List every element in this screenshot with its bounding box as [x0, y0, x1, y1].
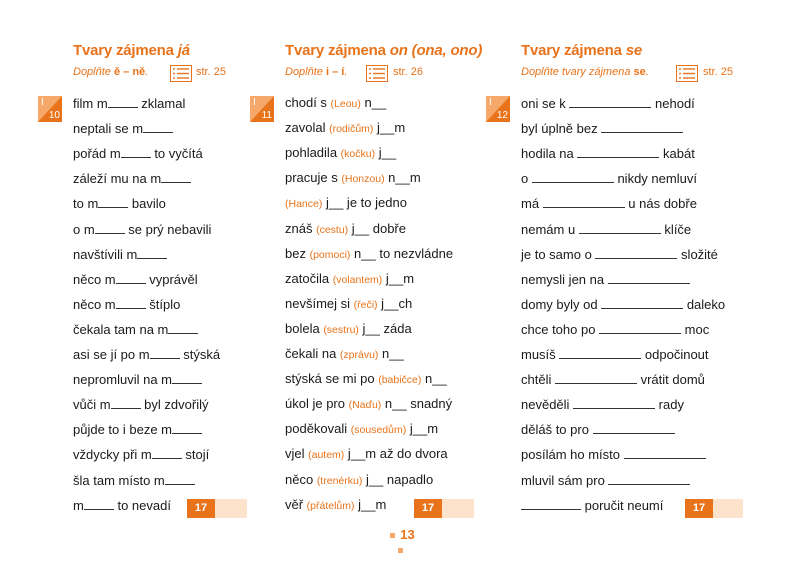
line-text: j__m až do dvora	[344, 446, 448, 462]
exercise-line	[521, 446, 706, 462]
line-text: j__ záda	[358, 320, 412, 336]
line-text: rady	[655, 397, 684, 413]
line-text: nevšímej si	[285, 295, 354, 311]
hint-word: (sestru)	[323, 323, 359, 336]
exercise-line	[521, 421, 675, 437]
hint-word: (trenérku)	[316, 474, 363, 487]
line-text: j__m	[354, 496, 387, 512]
line-text: znáš	[285, 220, 317, 236]
line-text: byl zdvořilý	[140, 397, 209, 413]
exercise-line	[521, 221, 691, 237]
line-text: pořád m	[73, 146, 121, 162]
line-text: klíče	[660, 221, 692, 237]
line-text: byl úplně bez	[521, 121, 602, 137]
line-text: musíš	[521, 347, 560, 362]
line-text: n__ snadný	[381, 396, 453, 412]
line-text: stojí	[181, 447, 210, 463]
exercise-badge: I 12	[486, 96, 510, 122]
line-text: j__ napadlo	[362, 471, 434, 487]
line-text: n__m	[384, 170, 421, 186]
line-text: u nás dobře	[624, 196, 697, 212]
line-text: čekala tam na m	[73, 321, 169, 337]
line-text: bez	[285, 245, 310, 261]
score-number: 17	[187, 499, 215, 518]
line-text: chodí s	[285, 95, 331, 110]
answer-blank[interactable]	[608, 271, 690, 284]
hint-word: (pomoci)	[309, 248, 351, 261]
exercise-line	[521, 371, 705, 387]
line-text: n__	[360, 95, 387, 110]
exercise-line	[521, 497, 663, 513]
answer-blank[interactable]	[593, 421, 675, 434]
answer-blank[interactable]	[532, 170, 614, 183]
line-text: vrátit domů	[636, 372, 705, 388]
exercise-instruction: Doplňte tvary zájmena se.	[521, 66, 649, 78]
line-text: hodila na	[521, 146, 578, 162]
list-icon	[676, 65, 698, 82]
hint-word: (autem)	[308, 449, 345, 462]
line-text: půjde to i beze m	[73, 422, 173, 438]
exercise-title: Tvary zájmena on (ona, ono)	[285, 42, 483, 59]
exercise-line	[521, 170, 697, 186]
line-text: m	[73, 497, 84, 513]
hint-word: (Naďu)	[348, 399, 382, 412]
line-text: pracuje s	[285, 170, 342, 186]
answer-blank[interactable]	[521, 497, 581, 510]
answer-blank[interactable]	[559, 346, 641, 359]
line-text: vyprávěl	[145, 271, 198, 287]
line-text: domy byly od	[521, 296, 602, 312]
decor-square-icon	[398, 548, 403, 553]
line-text: odpočinout	[641, 347, 709, 362]
exercise-line	[521, 271, 690, 287]
score-box	[685, 499, 743, 518]
line-text: j__ je to jedno	[322, 195, 407, 211]
line-text: daleko	[683, 296, 726, 312]
line-text: je to samo o	[521, 246, 596, 262]
answer-blank[interactable]	[579, 221, 661, 234]
score-number: 17	[414, 499, 442, 518]
line-text: poručit neumí	[581, 497, 664, 513]
line-text: nehodí	[651, 96, 695, 111]
hint-word: (zprávu)	[339, 349, 379, 361]
line-text: vjel	[285, 446, 309, 462]
line-text: stýská se mi po	[285, 371, 379, 387]
line-text: to vyčítá	[150, 146, 203, 162]
line-text: mluvil sám pro	[521, 472, 609, 488]
hint-word: (sousedům)	[350, 424, 407, 437]
exercise-instruction: Doplňte i – í.	[285, 66, 348, 78]
line-text: moc	[681, 321, 710, 337]
answer-blank[interactable]	[543, 195, 625, 208]
line-text: chtěli	[521, 372, 555, 388]
line-text: zatočila	[285, 270, 333, 286]
line-text: věř	[285, 496, 307, 512]
line-text: oni se k	[521, 96, 570, 111]
answer-blank[interactable]	[601, 296, 683, 309]
hint-word: (přátelům)	[306, 499, 355, 512]
line-text: o	[521, 171, 532, 187]
exercise-line	[521, 296, 725, 312]
exercise-line	[521, 246, 718, 262]
page-reference: str. 26	[393, 66, 423, 78]
line-text: neptali se m	[73, 121, 144, 137]
exercise-title: Tvary zájmena se	[521, 42, 643, 59]
line-text: kabát	[659, 146, 695, 162]
line-text: bavilo	[128, 196, 166, 212]
line-text: má	[521, 196, 543, 212]
answer-blank[interactable]	[555, 371, 637, 384]
page-reference: str. 25	[703, 66, 733, 78]
page-number: 13	[380, 527, 420, 557]
hint-word: (volantem)	[332, 273, 383, 286]
exercise-badge: I 11	[250, 96, 274, 122]
line-text: to nevadí	[113, 497, 171, 513]
exercise-line	[521, 145, 695, 161]
line-text: něco m	[73, 296, 116, 312]
line-text: štíplo	[145, 296, 181, 312]
line-text: j__m	[373, 120, 406, 136]
line-text: j__	[375, 145, 397, 161]
exercise-line	[521, 195, 697, 211]
exercise-title: Tvary zájmena já	[73, 42, 190, 59]
line-text: poděkovali	[285, 421, 351, 437]
exercise-badge: I 10	[38, 96, 62, 122]
line-text: záleží mu na m	[73, 171, 162, 187]
hint-word: (řeči)	[353, 298, 378, 311]
line-text: šla tam místo m	[73, 472, 165, 488]
exercise-line	[521, 396, 684, 412]
answer-blank[interactable]	[595, 246, 677, 259]
line-text: posílám ho místo	[521, 447, 624, 463]
answer-blank[interactable]	[608, 472, 690, 485]
answer-blank[interactable]	[599, 321, 681, 334]
line-text: nikdy nemluví	[613, 171, 697, 187]
line-text: vždycky při m	[73, 447, 152, 463]
answer-blank[interactable]	[624, 446, 706, 459]
line-text: j__ch	[377, 295, 413, 311]
line-text: stýská	[179, 347, 221, 362]
line-text: to m	[73, 196, 99, 212]
line-text: o m	[73, 221, 95, 237]
hint-word: (kočku)	[340, 148, 376, 161]
page-reference: str. 25	[196, 66, 226, 78]
line-text: n__ to nezvládne	[350, 245, 454, 261]
score-number: 17	[685, 499, 713, 518]
line-text: složité	[677, 246, 718, 262]
line-text: něco m	[73, 271, 116, 287]
line-text: čekali na	[285, 346, 340, 361]
line-text: asi se jí po m	[73, 347, 150, 362]
line-text: něco	[285, 471, 317, 487]
exercise-instruction: Doplňte ě – ně.	[73, 66, 149, 78]
line-text: n__	[421, 371, 447, 387]
line-text: vůči m	[73, 397, 111, 413]
line-text: zavolal	[285, 120, 330, 136]
exercise-line	[521, 321, 709, 337]
line-text: pohladila	[285, 145, 341, 161]
line-text: nevěděli	[521, 397, 574, 413]
line-text: děláš to pro	[521, 422, 593, 438]
decor-square-icon	[390, 533, 395, 538]
answer-blank[interactable]	[573, 396, 655, 409]
line-text: chce toho po	[521, 321, 600, 337]
exercise-line	[521, 95, 695, 111]
exercise-line	[521, 346, 709, 362]
hint-word: (Leou)	[330, 98, 361, 110]
line-text: film m	[73, 96, 108, 111]
line-text: j__ dobře	[348, 220, 406, 236]
hint-word: (Honzou)	[341, 173, 385, 186]
line-text: j__m	[382, 270, 415, 286]
line-text: zklamal	[137, 96, 186, 111]
line-text: n__	[378, 346, 404, 361]
hint-word: (cestu)	[316, 223, 349, 236]
exercise-line	[521, 472, 690, 488]
line-text: nepromluvil na m	[73, 372, 172, 388]
exercise-line	[521, 120, 683, 136]
answer-blank[interactable]	[569, 95, 651, 108]
answer-blank[interactable]	[577, 145, 659, 158]
line-text: úkol je pro	[285, 396, 349, 412]
line-text: nemysli jen na	[521, 271, 608, 287]
line-text: j__m	[406, 421, 439, 437]
line-text: bolela	[285, 320, 324, 336]
hint-word: (rodičům)	[329, 123, 374, 136]
hint-word: (Hance)	[285, 198, 323, 211]
line-text: nemám u	[521, 221, 579, 237]
line-text: se prý nebavili	[124, 221, 212, 237]
line-text: navštívili m	[73, 246, 138, 262]
hint-word: (babičce)	[378, 374, 422, 387]
answer-blank[interactable]	[601, 120, 683, 133]
